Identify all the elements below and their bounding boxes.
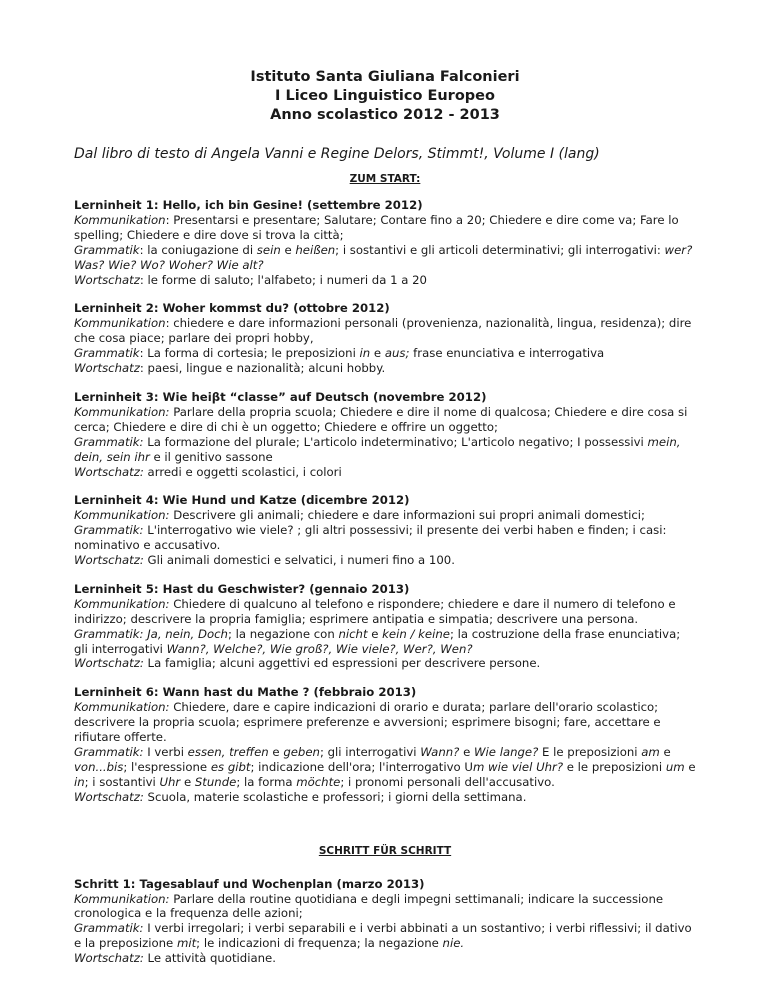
kommunikation-line: Kommunikation: Parlare della routine quotidiana e degli impegni settimanali; indicare la successione cronologica e la frequenza delle azioni; bbox=[74, 891, 664, 921]
kommunikation-line: Kommunikation: chiedere e dare informazioni personali (provenienza, nazionalità, lingua, residenza); dire che cosa piace; parlare dei propri hobby, bbox=[74, 316, 692, 346]
kommunikation-line: Kommunikation: Presentarsi e presentare; Salutare; Contare fino a 20; Chiedere e dire come va; Fare lo spelling; Chiedere e dire dove si trova la città; bbox=[74, 212, 679, 242]
document-page bbox=[74, 68, 696, 966]
wortschatz-line: Wortschatz: le forme di saluto; l'alfabeto; i numeri da 1 a 20 bbox=[74, 272, 427, 287]
grammatik-line: Grammatik: L'interrogativo wie viele? ; gli altri possessivi; il presente dei verbi haben e finden; i casi: nominativo e accusativo. bbox=[74, 523, 667, 553]
lesson-title: Lerninheit 5: Hast du Geschwister? (gennaio 2013) bbox=[74, 581, 410, 596]
lesson-6 bbox=[74, 685, 696, 804]
kommunikation-line: Kommunikation: Chiedere, dare e capire indicazioni di orario e durata; parlare dell'orario scolastico; descrivere la propria scuola; esprimere preferenze e avversioni; esprimere bisogni; fare, accettare e rifiutare offerte. bbox=[74, 700, 661, 745]
lesson-title: Lerninheit 2: Woher kommst du? (ottobre 2012) bbox=[74, 301, 390, 316]
section-heading-zum-start: ZUM START: bbox=[349, 173, 421, 185]
lesson-5 bbox=[74, 582, 696, 671]
schritt-1 bbox=[74, 877, 696, 966]
wortschatz-line: Wortschatz: La famiglia; alcuni aggettivi ed espressioni per descrivere persone. bbox=[74, 656, 541, 671]
school-name: Istituto Santa Giuliana Falconieri bbox=[250, 69, 520, 85]
lesson-4 bbox=[74, 493, 696, 568]
lesson-title: Lerninheit 4: Wie Hund und Katze (dicembre 2012) bbox=[74, 493, 410, 508]
wortschatz-line: Wortschatz: Gli animali domestici e selvatici, i numeri fino a 100. bbox=[74, 553, 455, 568]
wortschatz-line: Wortschatz: arredi e oggetti scolastici, i colori bbox=[74, 464, 342, 479]
school-header bbox=[74, 68, 696, 125]
kommunikation-line: Kommunikation: Descrivere gli animali; chiedere e dare informazioni sui propri animali domestici; bbox=[74, 508, 645, 523]
wortschatz-line: Wortschatz: Le attività quotidiane. bbox=[74, 951, 276, 966]
school-program: I Liceo Linguistico Europeo bbox=[275, 88, 495, 104]
lesson-1 bbox=[74, 198, 696, 287]
grammatik-line: Grammatik: La forma di cortesia; le preposizioni in e aus; frase enunciativa e interrogativa bbox=[74, 346, 605, 361]
grammatik-line: Grammatik: Ja, nein, Doch; la negazione con nicht e kein / keine; la costruzione della frase enunciativa; gli interrogativi Wann?, Welche?, Wie groß?, Wie viele?, Wer?, Wen? bbox=[74, 626, 681, 656]
lesson-title: Schritt 1: Tagesablauf und Wochenplan (marzo 2013) bbox=[74, 876, 425, 891]
lesson-title: Lerninheit 3: Wie heiβt “classe” auf Deutsch (novembre 2012) bbox=[74, 389, 487, 404]
grammatik-line: Grammatik: la coniugazione di sein e heißen; i sostantivi e gli articoli determinativi; gli interrogativi: wer? Was? Wie? Wo? Woher? Wie alt? bbox=[74, 242, 693, 272]
section-heading-schritt: SCHRITT FÜR SCHRITT bbox=[318, 844, 452, 857]
lesson-title: Lerninheit 6: Wann hast du Mathe ? (febbraio 2013) bbox=[74, 685, 417, 700]
lesson-3 bbox=[74, 390, 696, 479]
grammatik-line: Grammatik: I verbi essen, treffen e geben; gli interrogativi Wann? e Wie lange? E le preposizioni am e von...bis; l'espressione es gibt; indicazione dell'ora; l'interrogativo Um wie viel Uhr? e le preposizioni um e in; i sostantivi Uhr e Stunde; la forma möchte; i pronomi personali dell'accusativo. bbox=[74, 745, 696, 789]
textbook-reference: Dal libro di testo di Angela Vanni e Regine Delors, Stimmt!, Volume I (lang) bbox=[74, 146, 600, 162]
kommunikation-line: Kommunikation: Chiedere di qualcuno al telefono e rispondere; chiedere e dare il numero di telefono e indirizzo; descrivere la propria famiglia; esprimere antipatia e simpatia; descrivere una persona. bbox=[74, 596, 676, 626]
kommunikation-line: Kommunikation: Parlare della propria scuola; Chiedere e dire il nome di qualcosa; Chiedere e dire cosa si cerca; Chiedere e dire di chi è un oggetto; Chiedere e offrire un oggetto; bbox=[74, 404, 688, 434]
wortschatz-line: Wortschatz: Scuola, materie scolastiche e professori; i giorni della settimana. bbox=[74, 789, 527, 804]
grammatik-line: Grammatik: I verbi irregolari; i verbi separabili e i verbi abbinati a un sostantivo; i verbi riflessivi; il dativo e la preposizione mit; le indicazioni di frequenza; la negazione nie. bbox=[74, 921, 692, 951]
school-year: Anno scolastico 2012 - 2013 bbox=[270, 107, 500, 123]
grammatik-line: Grammatik: La formazione del plurale; L'articolo indeterminativo; L'articolo negativo; I possessivi mein, dein, sein ihr e il genitivo sassone bbox=[74, 434, 681, 464]
lesson-2 bbox=[74, 301, 696, 376]
wortschatz-line: Wortschatz: paesi, lingue e nazionalità; alcuni hobby. bbox=[74, 361, 386, 376]
lesson-title: Lerninheit 1: Hello, ich bin Gesine! (settembre 2012) bbox=[74, 198, 423, 212]
